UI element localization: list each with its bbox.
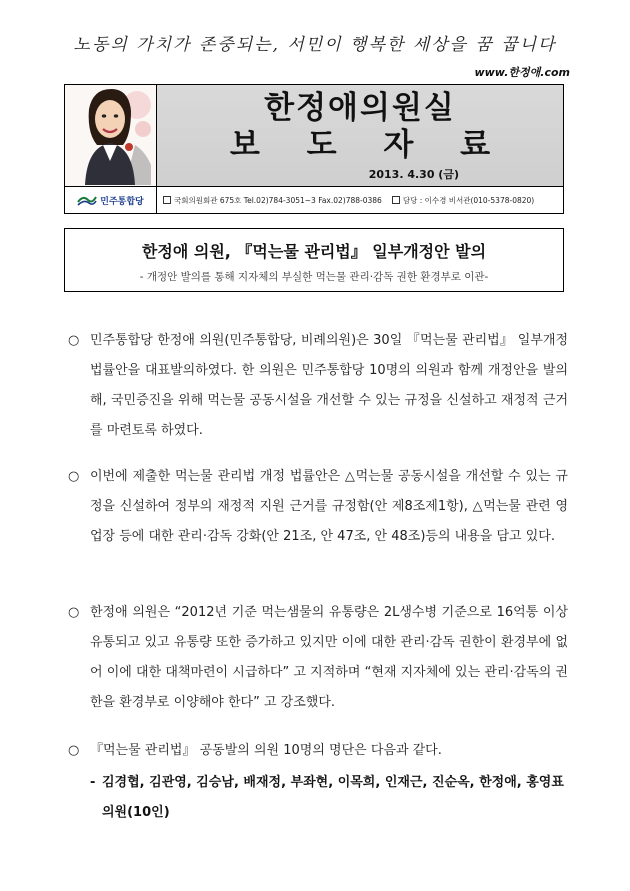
party-logo bbox=[65, 187, 157, 213]
subheadline: - 개정안 발의를 통해 지자체의 부실한 먹는물 관리·감독 권한 환경부로 이관- bbox=[139, 271, 489, 283]
website-url[interactable]: www.한정애.com bbox=[474, 66, 570, 79]
party-logo-text: 민주통합당 bbox=[100, 196, 144, 207]
document-type: 보 도 자 료 bbox=[229, 127, 509, 163]
headline-box bbox=[64, 228, 564, 292]
paragraph-4 bbox=[68, 736, 568, 766]
release-date: 2013. 4.30 (금) bbox=[368, 168, 459, 181]
headline: 한정애 의원, 『먹는물 관리법』 일부개정안 발의 bbox=[141, 242, 487, 261]
checkbox-square-icon bbox=[392, 196, 400, 204]
contact-address: 국회의원회관 675호 Tel.02)784-3051~3 Fax.02)788-0386 bbox=[174, 195, 382, 205]
contact-person: 담당 : 이수경 비서관(010-5378-0820) bbox=[402, 195, 535, 205]
paragraph-text: 한정애 의원은 “2012년 기준 먹는샘물의 유통량은 2L생수병 기준으로 16억통 이상 유통되고 있고 유통량 또한 증가하고 있지만 이에 대한 관리·감독 권한이 환경부에 없어 이에 대한 대책마련이 시급하다” 고 지적하며 “현재 지자체에 있는 관리·감독의 권한을 환경부로 이양해야 한다” 고 강조했다. bbox=[90, 605, 568, 710]
cosponsor-names: 김경협, 김관영, 김승남, 배재정, 부좌현, 이목희, 인재근, 진순옥, 한정애, 홍영표 의원(10인) bbox=[102, 775, 564, 820]
slogan: 노동의 가치가 존중되는, 서민이 행복한 세상을 꿈 꿉니다 bbox=[73, 35, 557, 55]
paragraph-3 bbox=[68, 598, 568, 718]
cosponsor-list bbox=[90, 768, 570, 828]
title-block bbox=[157, 85, 563, 187]
circle-bullet-icon: ○ bbox=[68, 469, 80, 484]
paragraph-text: 『먹는물 관리법』 공동발의 의원 10명의 명단은 다음과 같다. bbox=[90, 743, 442, 758]
paragraph-1 bbox=[68, 326, 568, 446]
circle-bullet-icon: ○ bbox=[68, 605, 80, 620]
checkbox-square-icon bbox=[163, 196, 171, 204]
office-title: 한정애의원실 bbox=[264, 90, 456, 126]
circle-bullet-icon: ○ bbox=[68, 743, 80, 758]
party-logo-icon bbox=[77, 194, 97, 206]
press-release-header bbox=[64, 84, 564, 214]
paragraph-2 bbox=[68, 462, 568, 552]
paragraph-text: 이번에 제출한 먹는물 관리법 개정 법률안은 △먹는물 공동시설을 개선할 수 있는 규정을 신설하여 정부의 재정적 지원 근거를 규정함(안 제8조제1항), △먹는물 관련 영업장 등에 대한 관리·감독 강화(안 21조, 안 47조, 안 48조)등의 내용을 담고 있다. bbox=[90, 469, 568, 544]
lawmaker-portrait bbox=[65, 85, 157, 187]
paragraph-text: 민주통합당 한정애 의원(민주통합당, 비례의원)은 30일 『먹는물 관리법』 일부개정법률안을 대표발의하였다. 한 의원은 민주통합당 10명의 의원과 함께 개정안을 발의해, 국민증진을 위해 먹는물 공동시설을 개선할 수 있는 규정을 신설하고 재정적 근거를 마련토록 하였다. bbox=[90, 333, 568, 438]
contact-info bbox=[157, 187, 563, 213]
circle-bullet-icon: ○ bbox=[68, 333, 80, 348]
list-dash: - bbox=[90, 775, 96, 790]
